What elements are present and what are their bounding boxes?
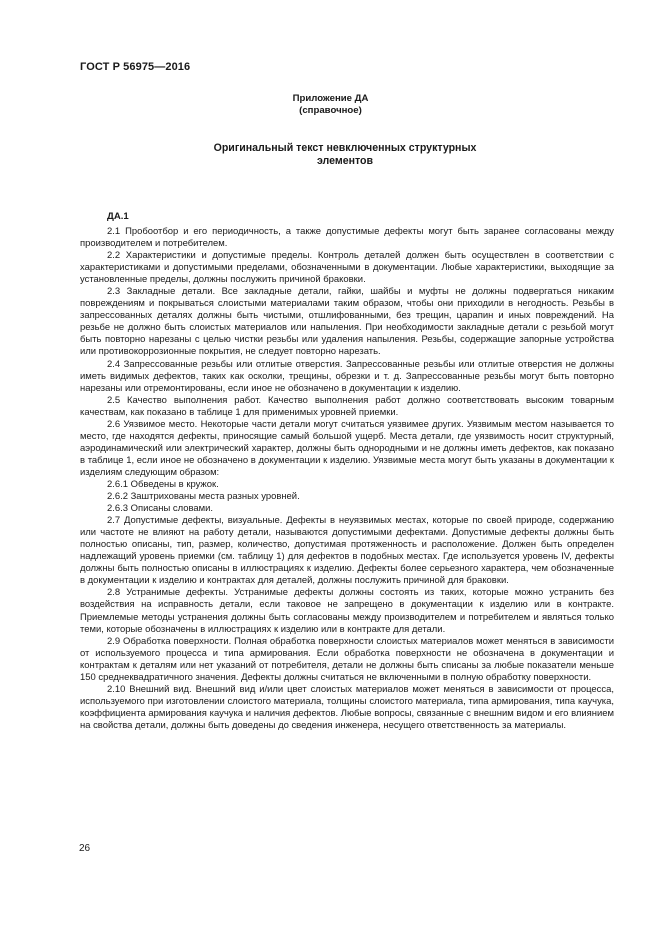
paragraph-2-9: 2.9 Обработка поверхности. Полная обработка поверхности слоистых материалов может меняться в зависимости от используемого процесса и типа армирования. Если обработка поверхности не обозначена в документации и контрактам к деталям или нет указаний от потребителя, детали не должны быть списаны за любые показатели меньше 150 среднеквадратичного значения. Дефекты должны считаться не включенными в полную обработку поверхности. (80, 635, 614, 683)
paragraph-2-6-1: 2.6.1 Обведены в кружок. (107, 478, 219, 490)
appendix-title-line-2: элементов (316, 155, 374, 167)
paragraph-2-8: 2.8 Устранимые дефекты. Устранимые дефекты должны состоять из таких, которые можно устранить без воздействия на исправность детали, если таковое не запрещено в документации к изделию или в контракте. Приемлемые методы устранения должны быть согласованы между производителем и потребителем и являться только теми, которые обозначены в иллюстрациях к изделию или в контракте для детали. (80, 587, 614, 635)
appendix-label: Приложение ДА (292, 93, 369, 104)
paragraph-2-6-2: 2.6.2 Заштрихованы места разных уровней. (107, 491, 300, 503)
paragraph-2-5: 2.5 Качество выполнения работ. Качество выполнения работ должно соответствовать высоким товарным качествам, как показано в таблице 1 для применимых уровней приемки. (80, 394, 614, 418)
paragraph-2-10: 2.10 Внешний вид. Внешний вид и/или цвет слоистых материалов может меняться в зависимости от процесса, используемого при изготовлении слоистого материала, толщины слоистого материала, типа армирования, типа каучука, коэффициента армирования каучука и наличия дефектов. Любые вопросы, связанные с внешним видом и его влиянием на свойства детали, должны быть доведены до сведения инженера, несущего ответственность за материалы. (80, 683, 614, 731)
paragraph-2-6: 2.6 Уязвимое место. Некоторые части детали могут считаться уязвимее других. Уязвимым местом называется то место, где находятся дефекты, приносящие самый большой ущерб. Места детали, где уязвимость носит структурный, аэродинамический или электрический характер, должны быть однородными и не должны иметь дефектов, как показано в таблице 1, если иное не обозначено в документации к изделию. Уязвимые места могут быть указаны в документации к изделиям следующим образом: (80, 418, 614, 478)
paragraph-2-2: 2.2 Характеристики и допустимые пределы. Контроль деталей должен быть осуществлен в соответствии с характеристиками и допустимыми пределами, обозначенными в документации. Любые характеристики, выходящие за установленные пределы, должны послужить причиной браковки. (80, 250, 614, 286)
paragraph-2-6-3: 2.6.3 Описаны словами. (107, 503, 214, 515)
paragraph-2-7: 2.7 Допустимые дефекты, визуальные. Дефекты в неуязвимых местах, которые по своей природе, содержанию или частоте не влияют на работу детали, называются допустимыми дефектами. Допустимые дефекты должны быть полностью описаны, тип, размер, количество, допустимая протяженность и расположение. Должен быть определен надлежащий уровень приемки (см. таблицу 1) для дефектов в подобных местах. Где используется уровень IV, дефекты должны быть полностью описаны в иллюстрациях к изделию. Дефекты более серьезного характера, чем обозначенные в документации к изделию и контрактах для деталей, должны послужить причиной для браковки. (80, 515, 614, 587)
appendix-note: (справочное) (299, 105, 362, 116)
document-code: ГОСТ Р 56975—2016 (80, 61, 191, 73)
paragraph-2-3: 2.3 Закладные детали. Все закладные детали, гайки, шайбы и муфты не должны подвергаться никаким повреждениям и покрываться слоистыми материалами таким образом, чтобы они приходили в негодность. Резьбы в запрессованных деталях должны быть чистыми, отшлифованными, без трещин, царапин и иных повреждений. На резьбе не должно быть слоистых материалов или напыления. При необходимости закладные детали с резьбой могут быть повторно нарезаны с целью чистки резьбы или удаления напыления. Резьбы, содержащие запорные устройства или противокоррозионные покрытия, не следует повторно нарезать. (80, 286, 614, 358)
body-text (80, 226, 614, 732)
paragraph-2-4: 2.4 Запрессованные резьбы или отлитые отверстия. Запрессованные резьбы или отлитые отверстия не должны иметь видимых дефектов, таких как осколки, трещины, обрезки и т. д. Запрессованные резьбы могут быть повторно нарезаны или отремонтированы, если иное не обозначено в документации к изделию. (80, 358, 614, 394)
paragraph-2-1: 2.1 Пробоотбор и его периодичность, а также допустимые дефекты могут быть заранее согласованы между производителем и потребителем. (80, 226, 614, 250)
appendix-title-line-1: Оригинальный текст невключенных структурных (213, 142, 477, 154)
section-heading: ДА.1 (107, 211, 129, 222)
appendix-title (180, 142, 510, 168)
page-number: 26 (79, 843, 91, 854)
